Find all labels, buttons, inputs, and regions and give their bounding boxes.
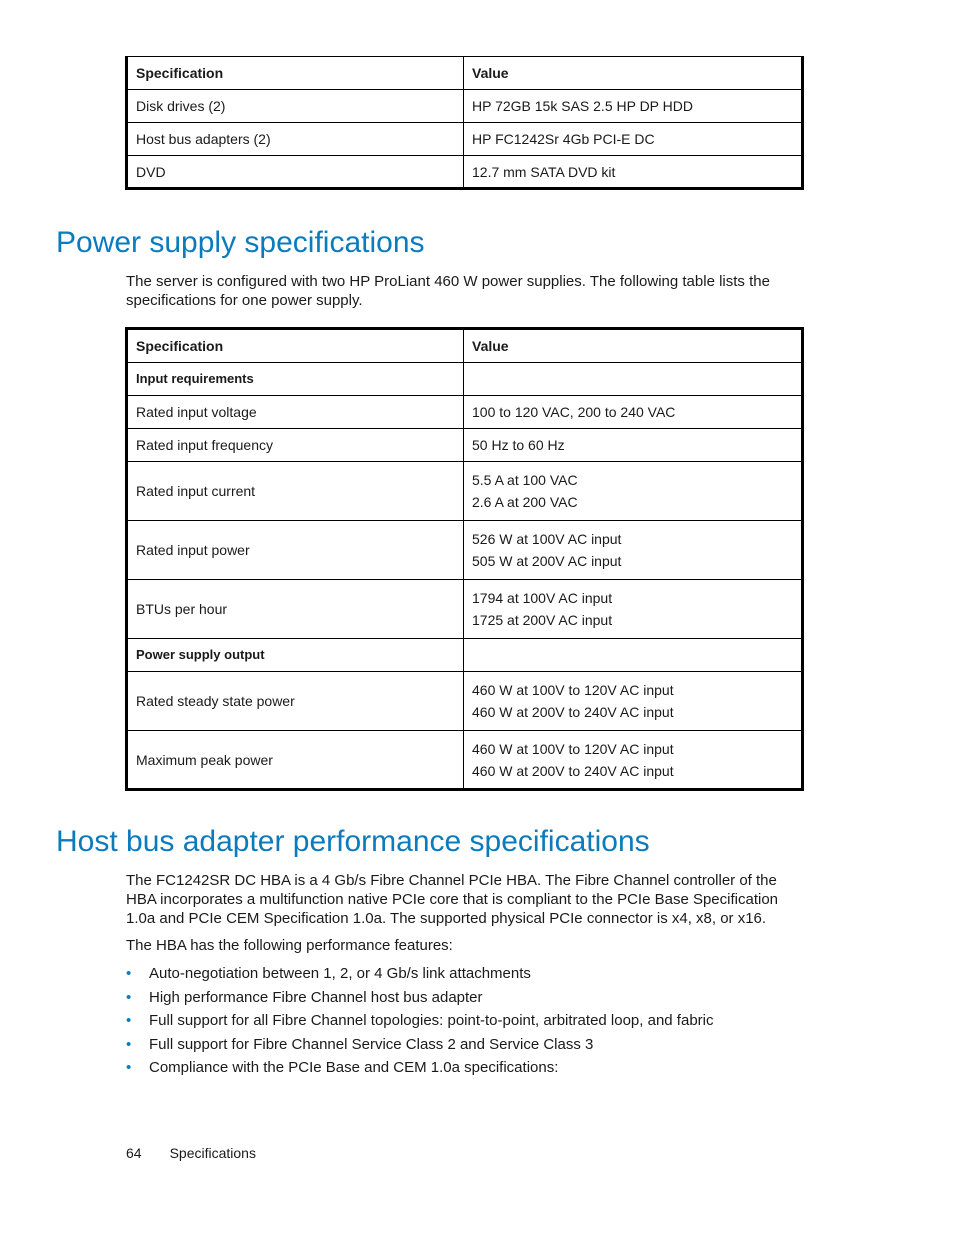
value-cell: 100 to 120 VAC, 200 to 240 VAC <box>464 396 803 429</box>
spec-cell: Rated input frequency <box>127 429 464 462</box>
value-cell: HP FC1242Sr 4Gb PCI-E DC <box>464 123 803 156</box>
bullet-icon: • <box>126 1059 132 1076</box>
value-line: 460 W at 100V to 120V AC input <box>472 740 674 757</box>
bullet-icon: • <box>126 1035 132 1053</box>
bullet-icon: • <box>126 1012 132 1029</box>
table-row <box>127 462 803 521</box>
footer-section-title: Specifications <box>169 1145 256 1161</box>
table-row <box>127 580 803 639</box>
list-item-text: Full support for all Fibre Channel topologies: point-to-point, arbitrated loop, and fabric <box>149 1012 714 1029</box>
table-row <box>127 731 803 790</box>
spec-cell: Maximum peak power <box>127 731 464 790</box>
column-header: Specification <box>127 57 464 90</box>
value-line: 460 W at 200V to 240V AC input <box>472 762 674 779</box>
spec-cell: Rated steady state power <box>127 672 464 731</box>
table-subheader-row <box>127 363 803 396</box>
table-row <box>127 90 803 123</box>
value-cell: HP 72GB 15k SAS 2.5 HP DP HDD <box>464 90 803 123</box>
list-item-text: Full support for Fibre Channel Service Class 2 and Service Class 3 <box>149 1035 594 1053</box>
column-header: Value <box>464 57 803 90</box>
spec-cell: Host bus adapters (2) <box>127 123 464 156</box>
bullet-icon: • <box>126 988 132 1006</box>
value-cell: 50 Hz to 60 Hz <box>464 429 803 462</box>
spec-cell: Rated input voltage <box>127 396 464 429</box>
spec-cell: Rated input current <box>127 462 464 521</box>
drive-spec-table <box>125 56 804 190</box>
column-header: Specification <box>127 329 464 363</box>
value-cell <box>464 580 803 639</box>
spec-cell: BTUs per hour <box>127 580 464 639</box>
spec-cell: Disk drives (2) <box>127 90 464 123</box>
list-item <box>126 1009 714 1033</box>
hba-description-paragraph: The FC1242SR DC HBA is a 4 Gb/s Fibre Channel PCIe HBA. The Fibre Channel controller of the HBA incorporates a multifunction native PCIe core that is compliant to the PCIe Base Specification 1.0a and PCIe CEM Specification 1.0a. The supported physical PCIe connector is x4, x8, or x16. <box>126 872 779 927</box>
value-line: 526 W at 100V AC input <box>472 531 622 547</box>
power-intro-paragraph: The server is configured with two HP ProLiant 460 W power supplies. The following table lists the specifications for one power supply. <box>126 273 770 309</box>
table-row <box>127 123 803 156</box>
value-cell <box>464 363 803 396</box>
value-line: 460 W at 100V to 120V AC input <box>472 682 674 698</box>
value-line: 1794 at 100V AC input <box>472 590 613 606</box>
power-section-title: Power supply specifications <box>56 226 425 259</box>
list-item <box>126 1033 714 1057</box>
value-cell <box>464 731 803 790</box>
value-cell <box>464 639 803 672</box>
table-row <box>127 429 803 462</box>
value-line: 5.5 A at 100 VAC <box>472 472 578 488</box>
table-row <box>127 156 803 189</box>
list-item <box>126 986 714 1010</box>
table-header-row <box>127 329 803 363</box>
value-line: 2.6 A at 200 VAC <box>472 494 578 510</box>
value-cell: 12.7 mm SATA DVD kit <box>464 156 803 189</box>
spec-cell: DVD <box>127 156 464 189</box>
list-item-text: Auto-negotiation between 1, 2, or 4 Gb/s link attachments <box>149 965 531 982</box>
hba-features-list <box>126 962 714 1080</box>
subheader-cell: Input requirements <box>127 363 464 396</box>
table-subheader-row <box>127 639 803 672</box>
value-line: 1725 at 200V AC input <box>472 612 613 628</box>
value-line: 460 W at 200V to 240V AC input <box>472 704 674 720</box>
table-row <box>127 672 803 731</box>
column-header: Value <box>464 329 803 363</box>
hba-section-title: Host bus adapter performance specifications <box>56 825 650 858</box>
list-item <box>126 962 714 986</box>
value-cell <box>464 462 803 521</box>
bullet-icon: • <box>126 965 132 982</box>
value-line: 505 W at 200V AC input <box>472 553 622 569</box>
value-cell <box>464 521 803 580</box>
table-row <box>127 396 803 429</box>
table-header-row <box>127 57 803 90</box>
spec-cell: Rated input power <box>127 521 464 580</box>
list-item-text: High performance Fibre Channel host bus adapter <box>149 988 483 1006</box>
power-spec-table <box>125 327 804 791</box>
table-row <box>127 521 803 580</box>
page-footer <box>126 1145 256 1161</box>
value-cell <box>464 672 803 731</box>
hba-features-intro: The HBA has the following performance features: <box>126 937 453 954</box>
page-number: 64 <box>126 1145 142 1161</box>
list-item <box>126 1056 714 1080</box>
subheader-cell: Power supply output <box>127 639 464 672</box>
list-item-text: Compliance with the PCIe Base and CEM 1.0a specifications: <box>149 1059 559 1076</box>
